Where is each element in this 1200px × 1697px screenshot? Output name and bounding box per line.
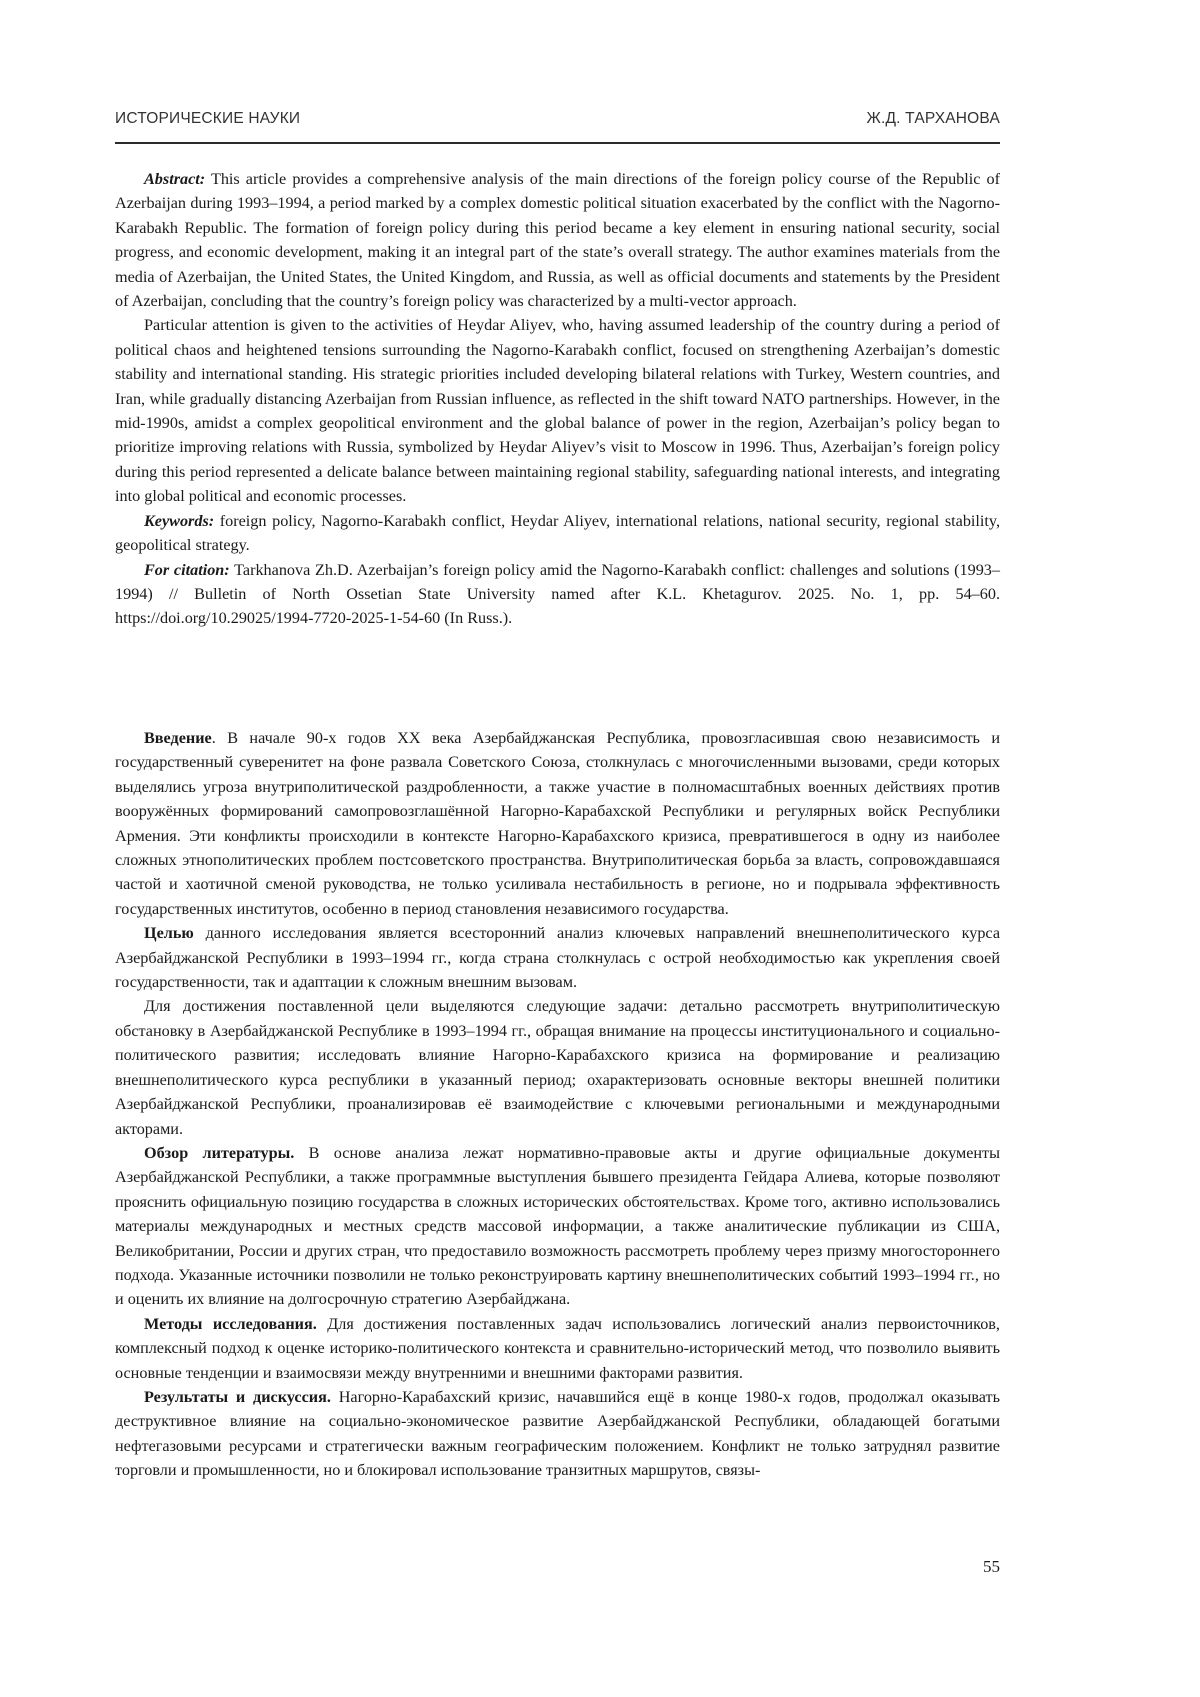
results-heading: Результаты и дискуссия.	[144, 1387, 331, 1406]
intro-text: . В начале 90-х годов XX века Азербайджанская Республика, провозгласившая свою независимость и государственный суверенитет на фоне развала Советского Союза, столкнулась с многочисленными вызовами, среди которых выделялись угроза внутриполитической раздробленности, а также участие в полномасштабных военных действиях против вооружённых формирований самопровозглашённой Нагорно-Карабахской Республики и регулярных войск Республики Армения. Эти конфликты происходили в контексте Нагорно-Карабахского кризиса, превратившегося в одну из наиболее сложных этнополитических проблем постсоветского пространства. Внутриполитическая борьба за власть, сопровождавшаяся частой и хаотичной сменой руководства, не только усиливала нестабильность в регионе, но и подрывала эффективность государственных институтов, особенно в период становления независимого государства.	[115, 729, 1000, 918]
abstract-text: This article provides a comprehensive analysis of the main directions of the foreign policy course of the Republic of Azerbaijan during 1993–1994, a period marked by a complex domestic political situation exacerbated by the conflict with the Nagorno-Karabakh Republic. The formation of foreign policy during this period became a key element in ensuring national security, social progress, and economic development, making it an integral part of the state’s overall strategy. The author examines materials from the media of Azerbaijan, the United States, the United Kingdom, and Russia, as well as official documents and statements by the President of Azerbaijan, concluding that the country’s foreign policy was characterized by a multi-vector approach.	[115, 170, 1000, 311]
page-number: 55	[983, 1557, 1000, 1576]
author-name: Ж.Д. ТАРХАНОВА	[866, 110, 1000, 127]
results-text: Нагорно-Карабахский кризис, начавшийся ещё в конце 1980-х годов, продолжал оказывать деструктивное влияние на социально-экономическое развитие Азербайджанской Республики, обладающей богатыми нефтегазовыми ресурсами и стратегически важным географическим положением. Конфликт не только затруднял развитие торговли и промышленности, но и блокировал использование транзитных маршрутов, связы-	[115, 1387, 1000, 1480]
article-body	[115, 726, 1000, 1483]
results-paragraph	[115, 1385, 1000, 1483]
intro-paragraph	[115, 726, 1000, 921]
literature-text: В основе анализа лежат нормативно-правовые акты и другие официальные документы Азербайджанской Республики, а также программные выступления бывшего президента Гейдара Алиева, которые позволяют прояснить официальную позицию государства в сложных исторических обстоятельствах. Кроме того, активно использовались материалы международных и местных средств массовой информации, а также аналитические публикации из США, Великобритании, России и других стран, что предоставило возможность рассмотреть проблему через призму многостороннего подхода. Указанные источники позволили не только реконструировать картину внешнеполитических событий 1993–1994 гг., но и оценить их влияние на долгосрочную стратегию Азербайджана.	[115, 1143, 1001, 1309]
methods-text: Для достижения поставленных задач использовались логический анализ первоисточников, комплексный подход к оценке историко-политического контекста и сравнительно-исторический метод, что позволило выявить основные тенденции и взаимосвязи между внутренними и внешними факторами развития.	[115, 1314, 1000, 1382]
methods-paragraph	[115, 1312, 1000, 1385]
keywords-paragraph	[115, 509, 1000, 558]
citation-text: Tarkhanova Zh.D. Azerbaijan’s foreign policy amid the Nagorno-Karabakh conflict: challenges and solutions (1993–1994) // Bulletin of North Ossetian State University named after K.L. Khetagurov. 2025. No. 1, pp. 54–60. https://doi.org/10.29025/1994-7720-2025-1-54-60 (In Russ.).	[115, 560, 1000, 628]
running-header	[115, 106, 1000, 144]
methods-heading: Методы исследования.	[144, 1314, 317, 1333]
goal-paragraph	[115, 921, 1000, 994]
intro-heading: Введение	[144, 729, 212, 747]
literature-paragraph	[115, 1141, 1000, 1312]
citation-label: For citation:	[144, 560, 230, 579]
abstract-paragraph-2: Particular attention is given to the activities of Heydar Aliyev, who, having assumed leadership of the country during a period of political chaos and heightened tensions surrounding the Nagorno-Karabakh conflict, focused on strengthening Azerbaijan’s domestic stability and international standing. His strategic priorities included developing bilateral relations with Turkey, Western countries, and Iran, while gradually distancing Azerbaijan from Russian influence, as reflected in the shift toward NATO partnerships. However, in the mid-1990s, amidst a complex geopolitical environment and the global balance of power in the region, Azerbaijan’s policy began to prioritize improving relations with Russia, symbolized by Heydar Aliyev’s visit to Moscow in 1996. Thus, Azerbaijan’s foreign policy during this period represented a delicate balance between maintaining regional stability, safeguarding national interests, and integrating into global political and economic processes.	[115, 316, 1000, 506]
keywords-text: foreign policy, Nagorno-Karabakh conflict, Heydar Aliyev, international relations, national security, regional stability, geopolitical strategy.	[115, 511, 1000, 555]
section-title: ИСТОРИЧЕСКИЕ НАУКИ	[115, 110, 301, 127]
goal-text: данного исследования является всесторонний анализ ключевых направлений внешнеполитического курса Азербайджанской Республики в 1993–1994 гг., когда страна столкнулась с острой необходимостью как укрепления своей государственности, так и адаптации к сложным внешним вызовам.	[115, 924, 1000, 992]
goal-heading: Целью	[144, 924, 194, 943]
keywords-label: Keywords:	[144, 511, 215, 530]
abstract-label: Abstract:	[144, 170, 206, 188]
abstract-paragraph	[115, 167, 1000, 313]
literature-heading: Обзор литературы.	[144, 1143, 295, 1162]
abstract-block	[115, 167, 1000, 631]
tasks-paragraph: Для достижения поставленной цели выделяются следующие задачи: детально рассмотреть внутриполитическую обстановку в Азербайджанской Республике в 1993–1994 гг., обращая внимание на процессы институционального и социально-политического развития; исследовать влияние Нагорно-Карабахского кризиса на формирование и реализацию внешнеполитического курса республики в указанный период; охарактеризовать основные векторы внешней политики Азербайджанской Республики, проанализировав её взаимодействие с ключевыми региональными и международными акторами.	[115, 997, 1000, 1138]
citation-paragraph	[115, 558, 1000, 631]
